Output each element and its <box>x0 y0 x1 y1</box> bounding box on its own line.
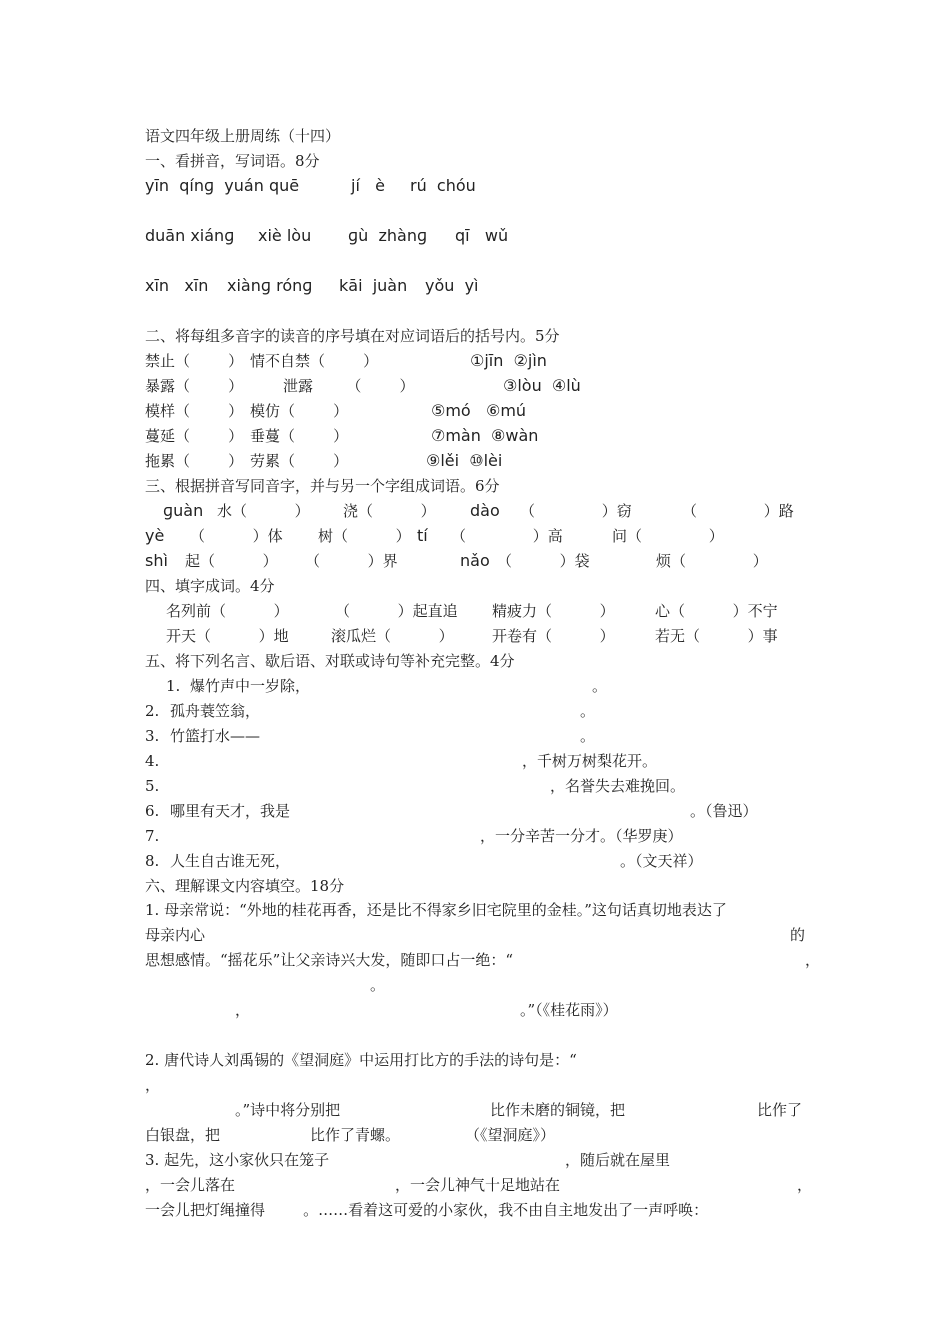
homophone-blank: （ ）体 <box>190 527 283 545</box>
homophone-pinyin: shì <box>145 551 168 570</box>
pinyin-item: xiè lòu <box>258 226 312 245</box>
idiom-blank: 心（ ）不宁 <box>655 602 778 620</box>
quote-number: 6. <box>145 802 160 820</box>
section-5-heading: 五、将下列名言、歇后语、对联或诗句等补充完整。4分 <box>145 652 515 670</box>
homophone-blank: （ ）高 <box>451 527 563 545</box>
quote-end: ，名誉失去难挽回。 <box>550 777 686 795</box>
quote-start: 爆竹声中一岁除， <box>190 677 311 695</box>
homophone-blank: 浇（ ） <box>343 502 436 520</box>
quote-end: 。 <box>580 727 596 745</box>
question-2-line: ， <box>145 1076 161 1094</box>
section-4-heading: 四、填字成词。4分 <box>145 577 275 595</box>
question-1-line: 。 <box>370 976 386 994</box>
homophone-blank: （ ）窃 <box>520 502 632 520</box>
polyphone-readings: ①jīn ②jìn <box>470 351 547 370</box>
question-2-line: 白银盘，把 <box>145 1126 221 1144</box>
pinyin-item: kāi juàn <box>339 276 408 295</box>
quote-number: 5. <box>145 777 160 795</box>
polyphone-word: 模样（ ） <box>145 402 244 420</box>
quote-start: 哪里有天才，我是 <box>170 802 291 820</box>
pinyin-item: rú chóu <box>410 176 476 195</box>
quote-start: 人生自古谁无死， <box>170 852 291 870</box>
question-1-line: 。”（《桂花雨》） <box>520 1001 618 1019</box>
question-1-line: 1. 母亲常说：“外地的桂花再香，还是比不得家乡旧宅院里的金桂。”这句话真切地表达了 <box>145 901 727 919</box>
quote-start: 孤舟蓑笠翁， <box>170 702 261 720</box>
question-3-line: 一会儿把灯绳撞得 。……看着这可爱的小家伙，我不由自主地发出了一声呼唤： <box>145 1201 709 1219</box>
question-2-line: 比作了 <box>757 1101 803 1119</box>
homophone-blank: 问（ ） <box>612 527 724 545</box>
homophone-blank: 起（ ） <box>185 552 278 570</box>
homophone-blank: （ ）路 <box>682 502 794 520</box>
quote-end: 。（文天祥） <box>620 852 703 870</box>
homophone-pinyin: tí <box>417 526 428 545</box>
question-2-line: 2. 唐代诗人刘禹锡的《望洞庭》中运用打比方的手法的诗句是：“ <box>145 1051 577 1069</box>
polyphone-readings: ⑦màn ⑧wàn <box>431 426 539 445</box>
section-2-heading: 二、将每组多音字的读音的序号填在对应词语后的括号内。5分 <box>145 327 560 345</box>
homophone-blank: 树（ ） <box>318 527 411 545</box>
question-1-line: 思想感情。“摇花乐”让父亲诗兴大发，随即口占一绝：“ <box>145 951 514 969</box>
section-3-heading: 三、根据拼音写同音字，并与另一个字组成词语。6分 <box>145 477 500 495</box>
question-1-line: ， <box>235 1001 251 1019</box>
question-3-line: 3. 起先，这小家伙只在笼子 <box>145 1151 330 1169</box>
question-1-line: ， <box>805 951 821 969</box>
pinyin-item: yǒu yì <box>425 276 479 295</box>
question-3-line: ， <box>797 1176 813 1194</box>
idiom-blank: 精疲力（ ） <box>492 602 615 620</box>
polyphone-readings: ⑤mó ⑥mú <box>431 401 527 420</box>
quote-number: 7. <box>145 827 160 845</box>
polyphone-word: 蔓延（ ） <box>145 427 244 445</box>
quote-number: 1. <box>166 677 181 695</box>
quote-number: 4. <box>145 752 160 770</box>
question-2-line: 比作了青螺。 <box>310 1126 401 1144</box>
homophone-blank: 烦（ ） <box>656 552 768 570</box>
quote-end: 。 <box>592 677 608 695</box>
homophone-pinyin: dào <box>470 501 500 520</box>
question-3-line: ，随后就在屋里 <box>565 1151 671 1169</box>
question-3-line: ，一会儿神气十足地站在 <box>395 1176 561 1194</box>
polyphone-word: 泄露 （ ） <box>283 377 415 395</box>
homophone-pinyin: yè <box>145 526 165 545</box>
idiom-blank: 开卷有（ ） <box>492 627 615 645</box>
idiom-blank: （ ）起直追 <box>335 602 458 620</box>
question-1-line: 母亲内心 <box>145 926 206 944</box>
homophone-blank: （ ）界 <box>305 552 398 570</box>
quote-end: ，一分辛苦一分才。（华罗庚） <box>480 827 683 845</box>
quote-start: 竹篮打水—— <box>170 727 261 745</box>
question-2-line: （《望洞庭》） <box>465 1126 556 1144</box>
polyphone-word: 垂蔓（ ） <box>250 427 349 445</box>
quote-number: 2. <box>145 702 160 720</box>
polyphone-word: 拖累（ ） <box>145 452 244 470</box>
quote-end: 。 <box>580 702 596 720</box>
polyphone-word: 劳累（ ） <box>250 452 349 470</box>
quote-number: 8. <box>145 852 160 870</box>
idiom-blank: 滚瓜烂（ ） <box>331 627 454 645</box>
pinyin-item: duān xiánɡ <box>145 226 235 245</box>
page-title: 语文四年级上册周练（十四） <box>145 127 341 145</box>
homophone-pinyin: nǎo <box>460 551 490 570</box>
question-2-line: 比作未磨的铜镜，把 <box>490 1101 626 1119</box>
homophone-blank: （ ）袋 <box>497 552 590 570</box>
quote-end: ，千树万树梨花开。 <box>522 752 658 770</box>
homophone-blank: 水（ ） <box>217 502 310 520</box>
polyphone-word: 模仿（ ） <box>250 402 349 420</box>
question-3-line: ，一会儿落在 <box>145 1176 236 1194</box>
pinyin-item: xīn xīn <box>145 276 209 295</box>
polyphone-readings: ⑨lěi ⑩lèi <box>426 451 503 470</box>
homophone-pinyin: ɡuàn <box>163 501 204 520</box>
idiom-blank: 若无（ ）事 <box>655 627 778 645</box>
polyphone-word: 禁止（ ） <box>145 352 244 370</box>
idiom-blank: 开天（ ）地 <box>166 627 289 645</box>
polyphone-word: 情不自禁（ ） <box>250 352 379 370</box>
pinyin-item: qī wǔ <box>455 226 509 245</box>
pinyin-item: yīn qínɡ yuán quē <box>145 176 300 195</box>
section-6-heading: 六、理解课文内容填空。18分 <box>145 877 345 895</box>
quote-end: 。（鲁迅） <box>690 802 758 820</box>
pinyin-item: ɡù zhànɡ <box>348 226 428 245</box>
pinyin-item: xiànɡ rónɡ <box>227 276 313 295</box>
quote-number: 3. <box>145 727 160 745</box>
question-2-line: 。”诗中将分别把 <box>235 1101 341 1119</box>
polyphone-readings: ③lòu ④lù <box>503 376 581 395</box>
section-1-heading: 一、看拼音，写词语。8分 <box>145 152 320 170</box>
idiom-blank: 名列前（ ） <box>166 602 289 620</box>
question-1-line: 的 <box>790 926 806 944</box>
polyphone-word: 暴露（ ） <box>145 377 244 395</box>
pinyin-item: jí è <box>351 176 385 195</box>
